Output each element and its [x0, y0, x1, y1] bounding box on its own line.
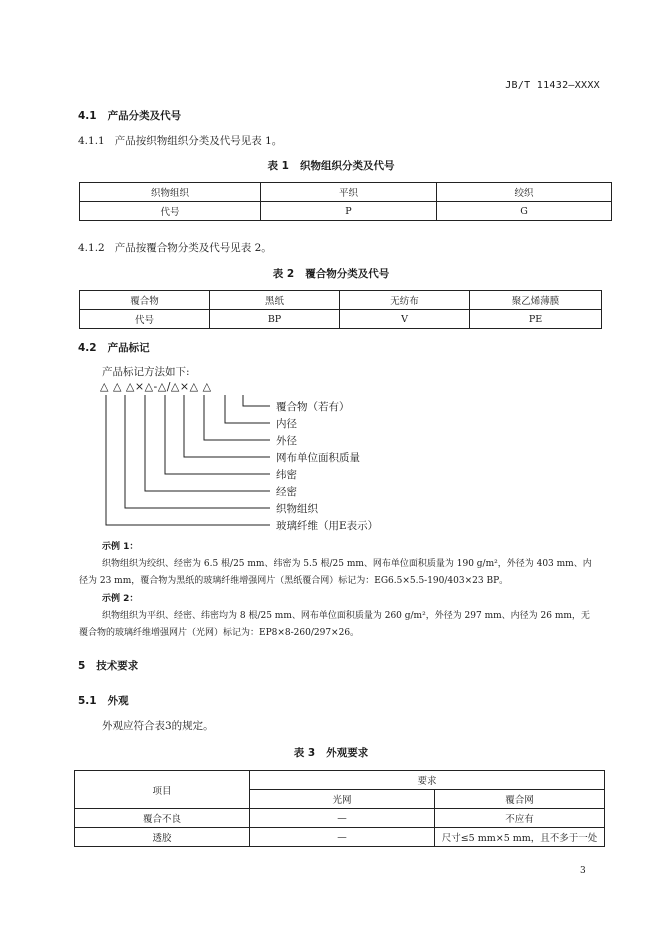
table-cell: V	[340, 310, 470, 329]
marking-label-warp-density: 经密	[276, 486, 297, 498]
table-cell: 聚乙烯薄膜	[470, 291, 602, 310]
table-cell: 覆合不良	[75, 809, 250, 828]
section-title: 技术要求	[96, 660, 139, 672]
example-1-line-2: 径为 23 mm，覆合物为黑纸的玻璃纤维增强网片（黑纸覆合网）标记为：EG6.5×5.5-190/403×23 BP。	[79, 576, 509, 586]
leader-line-glass-fiber	[106, 395, 270, 525]
table-cell: 无纺布	[340, 291, 470, 310]
clause-5-1-text: 外观应符合表3的规定。	[102, 720, 214, 732]
clause-number: 4.1.2	[78, 242, 105, 254]
table-row	[75, 809, 605, 828]
marking-label-compound: 覆合物（若有）	[276, 401, 350, 413]
table-cell: PE	[470, 310, 602, 329]
document-code: JB/T 11432—XXXX	[505, 80, 600, 91]
table-header-row	[75, 771, 605, 790]
marking-label-weave: 织物组织	[276, 503, 318, 515]
example-2-line-2: 覆合物的玻璃纤维增强网片（光网）标记为：EP8×8-260/297×26。	[79, 628, 360, 638]
table-cell: P	[261, 202, 437, 221]
example-1-title: 示例 1：	[102, 542, 139, 552]
table-cell: 织物组织	[80, 183, 261, 202]
table-cell: 代号	[80, 202, 261, 221]
table-header-cell: 覆合网	[435, 790, 605, 809]
table-cell: 尺寸≤5 mm×5 mm，且不多于一处	[435, 828, 605, 847]
section-5-1-heading	[78, 693, 129, 708]
example-2-title: 示例 2：	[102, 594, 139, 604]
example-2-line-1: 织物组织为平织、经密、纬密均为 8 根/25 mm、网布单位面积质量为 260 g/m²，外径为 297 mm、内径为 26 mm，无	[102, 611, 590, 621]
leader-line-warp-density	[145, 395, 270, 491]
section-title: 外观	[107, 695, 129, 707]
section-number: 4.2	[78, 342, 97, 354]
marking-label-area-mass: 网布单位面积质量	[276, 452, 360, 464]
section-number: 4.1	[78, 110, 97, 122]
table-cell: 透胶	[75, 828, 250, 847]
example-1-line-1: 织物组织为绞织、经密为 6.5 根/25 mm、纬密为 5.5 根/25 mm、网布单位面积质量为 190 g/m²，外径为 403 mm、内	[102, 559, 592, 569]
table-cell: 覆合物	[80, 291, 210, 310]
table-cell: 绞织	[437, 183, 612, 202]
table-cell: 平织	[261, 183, 437, 202]
table-3	[74, 770, 605, 847]
table-header-cell: 光网	[250, 790, 435, 809]
table-header-cell: 要求	[250, 771, 605, 790]
table-cell: 黑纸	[210, 291, 340, 310]
table-cell: BP	[210, 310, 340, 329]
leader-line-outer-diameter	[204, 395, 270, 440]
caption-number: 表 3	[293, 747, 316, 759]
caption-number: 表 2	[272, 268, 295, 280]
caption-title: 外观要求	[326, 747, 369, 759]
clause-text: 产品按覆合物分类及代号见表 2。	[114, 242, 272, 254]
table-cell: —	[250, 809, 435, 828]
caption-title: 覆合物分类及代号	[305, 268, 390, 280]
clause-number: 4.1.1	[78, 135, 105, 147]
marking-label-inner-diameter: 内径	[276, 418, 297, 430]
table-cell: G	[437, 202, 612, 221]
leader-line-weft-density	[165, 395, 270, 474]
table-cell: 代号	[80, 310, 210, 329]
leader-line-area-mass	[184, 395, 270, 457]
section-number: 5	[78, 660, 86, 672]
caption-number: 表 1	[267, 160, 289, 172]
section-number: 5.1	[78, 695, 97, 707]
marking-pattern: △ △ △×△-△/△×△ △	[100, 380, 212, 393]
page-number: 3	[580, 866, 586, 876]
section-title: 产品标记	[107, 342, 150, 354]
marking-label-outer-diameter: 外径	[276, 435, 297, 447]
marking-label-glass-fiber: 玻璃纤维（用E表示）	[276, 520, 379, 532]
section-5-heading	[78, 658, 138, 673]
table-cell: 不应有	[435, 809, 605, 828]
table-3-caption	[0, 745, 662, 760]
section-title: 产品分类及代号	[107, 110, 182, 122]
leader-line-inner-diameter	[225, 395, 270, 423]
caption-title: 织物组织分类及代号	[299, 160, 395, 172]
table-row	[75, 828, 605, 847]
table-cell: —	[250, 828, 435, 847]
marking-label-weft-density: 纬密	[276, 469, 297, 481]
clause-text: 产品按织物组织分类及代号见表 1。	[114, 135, 283, 147]
table-header-cell: 项目	[75, 771, 250, 809]
leader-line-compound	[243, 395, 270, 406]
marking-intro: 产品标记方法如下:	[102, 366, 190, 378]
